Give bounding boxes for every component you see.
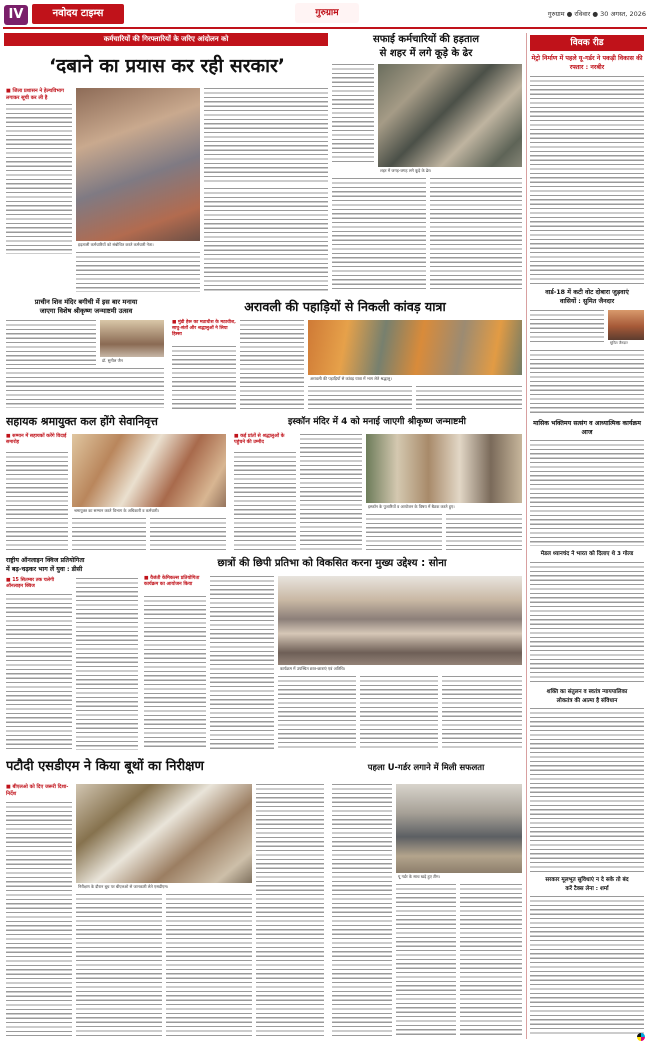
lead-text-col3 xyxy=(76,252,200,292)
sidebar-shakti-text xyxy=(530,708,644,872)
quiz-text-col1 xyxy=(6,594,72,750)
sidebar-medanta-headline: मेडल ध्यानचंद ने भारत को दिलाए थे 3 गोल्ड xyxy=(540,551,634,557)
sahayak-text-col2 xyxy=(72,518,146,550)
sidebar-metro-text xyxy=(530,76,644,284)
sidebar-satsang-text xyxy=(530,440,644,546)
sahayak-text-col3 xyxy=(150,518,226,550)
sidebar-ward-photo xyxy=(608,310,644,346)
aravali-photo xyxy=(308,320,522,382)
students-headline: छात्रों की छिपी प्रतिभा को विकसित करना मुख्य उद्देश्य : सोना xyxy=(217,558,447,569)
students-text-col4 xyxy=(360,676,438,750)
quiz-headline xyxy=(6,556,134,574)
students-photo-caption: कार्यक्रम में उपस्थित छात्र-छात्राएं एवं अतिथि। xyxy=(278,665,522,672)
sahayak-sub: ■ सम्मान में सहायकों करेंगे विदाई समारोह xyxy=(6,434,68,446)
aravali-text-col3 xyxy=(308,386,412,410)
sahayak-text-col1 xyxy=(6,452,68,550)
pataudi-text-col3 xyxy=(166,894,252,1036)
masthead-rule xyxy=(3,27,647,29)
sidebar-medanta-text xyxy=(530,562,644,684)
sahayak-headline: सहायक श्रमायुक्त कल होंगे सेवानिवृत्त xyxy=(6,415,158,428)
sidebar-ward-headline-line2: वासियों : सुमित जैनदार xyxy=(559,298,615,305)
students-sub: ■ वैजंती केमिकल्स प्रतियोगिता कार्यक्रम का आयोजन किया xyxy=(144,576,206,588)
sidebar-satsang-headline: मासिक भक्तिमय सत्संग व आध्यात्मिक कार्यक्रम आज xyxy=(533,420,641,436)
metro-first-text-col2 xyxy=(396,884,456,1036)
janmashtami-headline-line2: जाएगा विशेष श्रीकृष्ण जन्माष्टमी उत्सव xyxy=(39,307,133,315)
iskcon-photo-caption: इस्कॉन के पुजारियों व आयोजन के विषय में बैठक करते हुए। xyxy=(366,503,522,510)
janmashtami-photo-caption: डॉ. सुनील जैन xyxy=(100,357,164,364)
students-text-col3 xyxy=(278,676,356,750)
lead-photo xyxy=(76,88,200,248)
metro-first-photo-caption: यू गर्डर के साथ खड़े हुए टीम। xyxy=(396,873,522,880)
students-text-col1 xyxy=(144,596,206,750)
sidebar-sarkar-headline-line2: करें टैक्स लेना : शर्मा xyxy=(565,885,609,892)
iskcon-text-col3 xyxy=(366,514,442,550)
sidebar-ward-text-col2 xyxy=(530,350,644,416)
iskcon-headline: इस्कॉन मंदिर में 4 को मनाई जाएगी श्रीकृष्ण जन्माष्टमी xyxy=(287,417,467,427)
aravali-sub: ■ मुंडी हेरू का मठाधीश के मठाधीश, साधु-संतों और श्रद्धालुओं ने लिया हिस्सा xyxy=(172,320,236,338)
sidebar-ward-text-col1 xyxy=(530,310,604,342)
quiz-text-col2 xyxy=(76,578,138,750)
lead-photo-caption: हड़ताली कर्मचारियों को संबोधित करते कर्मचारी नेता। xyxy=(76,241,200,248)
lead-sub: ■ जिला प्रशासन ने हेल्थविभाग लगाकर सूची कर ली है xyxy=(6,88,72,101)
sweepers-headline xyxy=(330,33,522,61)
pataudi-text-col4 xyxy=(256,784,324,1036)
janmashtami-headline-line1: प्राचीन शिव मंदिर बगीची में इस बार मनाया xyxy=(34,298,138,306)
sidebar-metro-headline: मेट्रो निर्माण में पहले यू-गर्डर ने पकड़ी विकास की रफ्तार : नरबीर xyxy=(531,55,643,71)
students-text-col5 xyxy=(442,676,522,750)
sweepers-headline-line2: से शहर में लगे कूड़े के ढेर xyxy=(379,48,473,59)
lead-kicker: कर्मचारियों की गिरफ्तारियों के जरिए आंदोलन को xyxy=(4,33,328,46)
janmashtami-text-col2 xyxy=(6,368,164,408)
lead-text-col4 xyxy=(204,188,328,292)
sweepers-photo xyxy=(378,64,522,174)
section-name: गुरुग्राम xyxy=(295,3,359,23)
sidebar-shakti-headline xyxy=(530,688,644,705)
sidebar-ward-photo-caption: सुमित जैनदार xyxy=(608,340,644,346)
sahayak-photo-caption: श्रमायुक्त का सम्मान करते विभाग के अधिकारी व कर्मचारी। xyxy=(72,507,226,514)
sidebar-sarkar-headline xyxy=(530,876,644,893)
metro-first-text-col1 xyxy=(332,784,392,1036)
sidebar-shakti-headline-line2: लोकतंत्र की आत्मा है संविधान xyxy=(556,697,618,704)
sidebar-sarkar-text xyxy=(530,896,644,1036)
pataudi-text-col2 xyxy=(76,894,162,1036)
pataudi-photo-caption: निरीक्षण के दौरान बूथ पर बीएलओ से जानकारी लेते एसडीएम। xyxy=(76,883,252,890)
lead-headline: ‘दबाने का प्रयास कर रही सरकार’ xyxy=(48,55,286,77)
students-photo xyxy=(278,576,522,672)
iskcon-photo xyxy=(366,434,522,510)
page-letter-badge: IV xyxy=(4,5,28,25)
sidebar-ward-headline-line1: वार्ड-18 में कटी वोट दोबारा जुड़वाएं xyxy=(545,289,629,296)
aravali-text-col4 xyxy=(416,386,522,410)
metro-first-headline: पहला U-गर्डर लगाने में मिली सफलता xyxy=(367,762,485,772)
pataudi-photo xyxy=(76,784,252,890)
sweepers-text-col1 xyxy=(332,64,374,164)
janmashtami-photo xyxy=(100,320,164,364)
metro-first-photo xyxy=(396,784,522,880)
sweepers-headline-line1: सफाई कर्मचारियों की हड़ताल xyxy=(372,34,480,45)
sidebar-title: विवक रीड xyxy=(530,35,644,51)
logo: नवोदय टाइम्स xyxy=(32,4,124,24)
sweepers-photo-caption: शहर में जगह-जगह लगे कूड़े के ढेर। xyxy=(378,167,522,174)
quiz-headline-line2: में बढ़-चढ़कर भाग लें युवा : डीसी xyxy=(6,566,83,573)
lead-text-col2 xyxy=(204,88,328,184)
date-line: गुरुग्राम ● रविवार ● 30 अगस्त, 2026 xyxy=(547,10,646,18)
pataudi-sub: ■ बीएलओ को दिए जरूरी दिशा-निर्देश xyxy=(6,784,72,797)
aravali-text-col2 xyxy=(240,320,304,410)
lead-text-col1 xyxy=(6,104,72,254)
iskcon-text-col2 xyxy=(300,434,362,550)
quiz-headline-line1: राष्ट्रीय ऑनलाइन क्विज प्रतियोगिता xyxy=(6,557,85,564)
janmashtami-headline xyxy=(6,298,166,316)
pataudi-headline: पटौदी एसडीएम ने किया बूथों का निरीक्षण xyxy=(6,759,204,774)
sidebar-shakti-headline-line1: शक्ति का संतुलन व स्वतंत्र न्यायपालिका xyxy=(546,689,628,695)
quiz-sub: ■ 15 सितम्बर तक चलेगी ऑनलाइन क्विज xyxy=(6,578,72,590)
students-text-col2 xyxy=(210,576,274,750)
iskcon-text-col1 xyxy=(234,452,296,550)
iskcon-text-col4 xyxy=(446,514,522,550)
aravali-headline: अरावली की पहाड़ियों से निकली कांवड़ यात्रा xyxy=(244,299,446,314)
janmashtami-text-col1 xyxy=(6,320,96,366)
sidebar-sarkar-headline-line1: सरकार मूलभूत सुविधाएं न दे सके तो बंद xyxy=(545,877,629,883)
sahayak-photo xyxy=(72,434,226,514)
sidebar-ward-headline xyxy=(530,288,644,306)
aravali-photo-caption: अरावली की पहाड़ियों से कांवड़ यात्रा में भाग लेते श्रद्धालु। xyxy=(308,375,522,382)
metro-first-text-col3 xyxy=(460,884,522,1036)
registration-mark xyxy=(637,1033,645,1041)
sweepers-text-col2 xyxy=(332,178,426,292)
masthead xyxy=(0,0,650,30)
pataudi-text-col1 xyxy=(6,802,72,1036)
sweepers-text-col3 xyxy=(430,178,522,292)
iskcon-sub: ■ कई प्रांतों से श्रद्धालुओं के पहुंचने की उम्मीद xyxy=(234,434,296,446)
aravali-text-col1 xyxy=(172,346,236,410)
